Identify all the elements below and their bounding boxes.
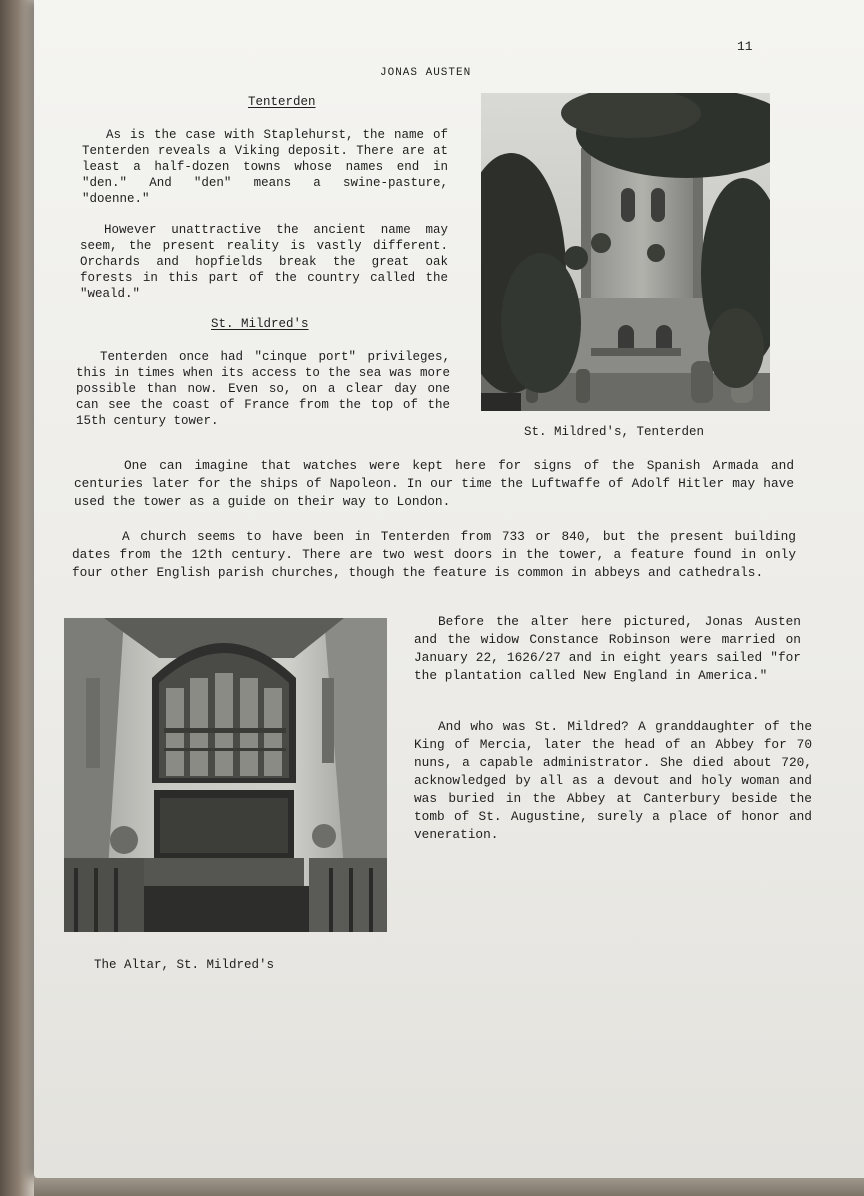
heading-st-mildreds: St. Mildred's bbox=[211, 317, 309, 331]
paragraph-church-history: A church seems to have been in Tenterden from 733 or 840, but the present building dates from the 12th century. There are two west doors in the tower, a feature found in only four other English parish churches, though the feature is common in abbeys and cathedrals. bbox=[72, 529, 796, 580]
running-title: JONAS AUSTEN bbox=[380, 67, 472, 79]
paragraph-st-mildred-bio: And who was St. Mildred? A granddaughter of the King of Mercia, later the head of an Abbey for 70 nuns, a capable administrator. She died about 720, acknowledged by all as a devout and holy woman and was buried in the Abbey at Canterbury beside the tomb of St. Augustine, surely a place of honor and veneration. bbox=[414, 719, 812, 842]
altar-illustration bbox=[64, 618, 387, 932]
caption-altar: The Altar, St. Mildred's bbox=[94, 958, 275, 972]
page-number: 11 bbox=[737, 39, 753, 54]
paragraph-viking: As is the case with Staplehurst, the name of Tenterden reveals a Viking deposit. There are at least a half-dozen towns whose names end in "den." And "den" means a swine-pasture, "doenne." bbox=[82, 128, 448, 206]
heading-tenterden: Tenterden bbox=[248, 95, 316, 109]
paragraph-weald: However unattractive the ancient name may seem, the present reality is vastly different. Orchards and hopfields break the great oak forests in this part of the country called the "weald." bbox=[80, 223, 448, 301]
church-tower-illustration bbox=[481, 93, 770, 411]
caption-church-tower: St. Mildred's, Tenterden bbox=[524, 425, 705, 439]
page-bottom-edge bbox=[34, 1178, 864, 1196]
photo-church-tower bbox=[481, 93, 770, 411]
paragraph-marriage: Before the alter here pictured, Jonas Austen and the widow Constance Robinson were married on January 22, 1626/27 and in eight years sailed "for the plantation called New England in America." bbox=[414, 614, 801, 683]
paragraph-armada: One can imagine that watches were kept here for signs of the Spanish Armada and centuries later for the ships of Napoleon. In our time the Luftwaffe of Adolf Hitler may have used the tower as a guide on their way to London. bbox=[74, 458, 794, 509]
paragraph-cinque-port: Tenterden once had "cinque port" privileges, this in times when its access to the sea was more possible than now. Even so, on a clear day one can see the coast of France from the top of the 15th century tower. bbox=[76, 350, 450, 428]
photo-altar bbox=[64, 618, 387, 932]
